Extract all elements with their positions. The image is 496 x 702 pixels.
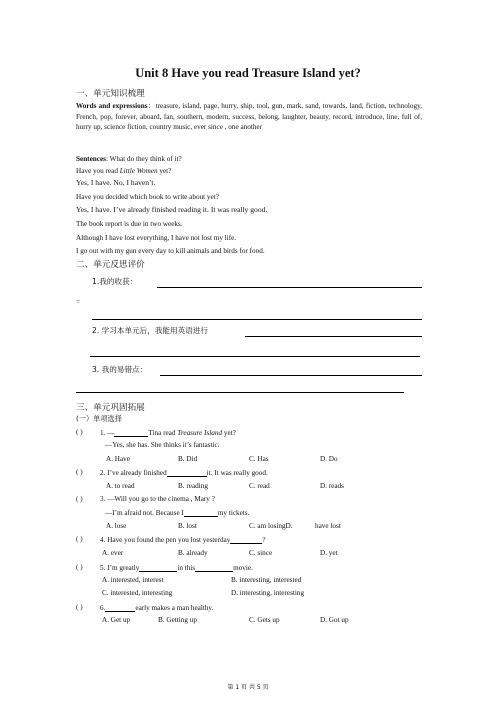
option-b[interactable]: B. already bbox=[178, 549, 208, 557]
answer-blank[interactable] bbox=[105, 603, 135, 612]
option-c[interactable]: C. Has bbox=[249, 455, 269, 463]
question-text: 1. — bbox=[100, 429, 115, 437]
answer-paren[interactable]: ( ) bbox=[76, 603, 83, 611]
question-1 bbox=[100, 428, 236, 437]
subsection-title: (一）单项选择 bbox=[76, 414, 122, 423]
answer-line bbox=[157, 287, 422, 288]
option-d[interactable]: D. Got up bbox=[320, 616, 349, 624]
option-a[interactable]: A. interested, interest bbox=[102, 576, 164, 584]
book-title: Treasure Island bbox=[177, 429, 223, 437]
answer-paren[interactable]: ( ) bbox=[76, 563, 83, 571]
option-c[interactable]: C. read bbox=[249, 482, 270, 490]
option-d[interactable]: D. interesting, interesting bbox=[231, 589, 305, 597]
option-c[interactable]: C. Gets up bbox=[249, 616, 280, 624]
question-text: Tina read bbox=[148, 429, 178, 437]
question-5 bbox=[100, 563, 253, 572]
question-text: my tickets. bbox=[217, 509, 250, 517]
option-d[interactable]: have lost bbox=[315, 522, 341, 530]
option-c[interactable]: C. am losingD. bbox=[249, 522, 293, 530]
question-1-reply: —Yes, she has. She thinks it’s fantastic. bbox=[105, 441, 220, 449]
question-text: in this bbox=[177, 564, 196, 572]
answer-blank[interactable] bbox=[167, 468, 207, 477]
answer-paren[interactable]: ( ) bbox=[76, 495, 83, 503]
reflection-item-2: 2. 学习本单元后，我能用英语进行 bbox=[92, 326, 208, 335]
option-a[interactable]: A. to read bbox=[106, 482, 135, 490]
question-text: —I’m afraid not. Because I bbox=[105, 509, 184, 517]
answer-line bbox=[245, 336, 422, 337]
question-text: 5. I’m greatly bbox=[100, 564, 140, 572]
question-text: movie. bbox=[233, 564, 253, 572]
question-text: early makes a man healthy. bbox=[135, 604, 214, 612]
question-4 bbox=[100, 535, 266, 544]
answer-paren[interactable]: ( ) bbox=[76, 535, 83, 543]
question-2 bbox=[100, 468, 268, 477]
option-b[interactable]: B. interesting, interested bbox=[231, 576, 302, 584]
option-b[interactable]: B. lost bbox=[178, 522, 197, 530]
option-a[interactable]: A. Have bbox=[106, 455, 130, 463]
sentences-line-7: Although I have lost everything, I have not lost my life. bbox=[76, 234, 237, 242]
page-footer: 第 1 页 共 5 页 bbox=[227, 684, 269, 691]
option-b[interactable]: B. reading bbox=[178, 482, 208, 490]
option-d[interactable]: D. Do bbox=[320, 455, 338, 463]
question-text: yet? bbox=[222, 429, 236, 437]
question-text: it. It was really good. bbox=[206, 469, 268, 477]
sentences-label: Sentences bbox=[76, 155, 106, 163]
option-c[interactable]: C. since bbox=[249, 549, 273, 557]
question-3: 3. —Will you go to the cinema , Mary ? bbox=[100, 495, 215, 503]
section-2-heading: 二、单元反思评价 bbox=[76, 260, 145, 270]
answer-line bbox=[92, 319, 422, 320]
option-b[interactable]: B. Did bbox=[178, 455, 198, 463]
sentences-line-4: Have you decided which book to write about yet? bbox=[76, 193, 219, 201]
option-b[interactable]: B. Getting up bbox=[158, 616, 197, 624]
sentences-line-2 bbox=[76, 166, 422, 177]
sentences-line-1 bbox=[76, 154, 422, 165]
option-a[interactable]: A. ever bbox=[102, 549, 124, 557]
reflection-item-1: 1.我的收获： bbox=[92, 277, 138, 286]
sentences-line-6: The book report is due in two weeks. bbox=[76, 220, 183, 228]
words-list: ：treasure, island, page, hurry, ship, tool, gun, mark, sand, towards, land, fiction, technology, French, pop, forever, aboard, fan, southern, modern, success, belong, laughter, beauty, record, introduce, line, full of, hurry up, science fiction, country music, ever since , one another bbox=[76, 102, 422, 132]
sentences-line-8: I go out with my gun every day to kill animals and birds for food. bbox=[76, 247, 265, 255]
section-3-heading: 三、单元巩固拓展 bbox=[76, 403, 145, 413]
sentences-line-3: Yes, I have. No, I haven’t. bbox=[76, 178, 156, 187]
reflection-item-3: 3. 我的易错点： bbox=[92, 365, 148, 374]
section-1-heading: 一、单元知识梳理 bbox=[76, 89, 145, 99]
option-a[interactable]: A. Get up bbox=[102, 616, 131, 624]
answer-blank[interactable] bbox=[195, 563, 233, 572]
question-3-reply bbox=[105, 508, 249, 517]
answer-paren[interactable]: ( ) bbox=[76, 468, 83, 476]
option-c[interactable]: C. interested, interesting bbox=[102, 589, 173, 597]
question-text: 2. I’ve already finished bbox=[100, 469, 167, 477]
answer-line bbox=[160, 375, 422, 376]
question-text: 4. Have you found the pen you lost yesterday bbox=[100, 536, 231, 544]
sentences-line-5: Yes, I have. I’ve already finished reading it. It was really good. bbox=[76, 205, 268, 214]
answer-line bbox=[76, 392, 404, 393]
answer-blank[interactable] bbox=[139, 563, 177, 572]
option-a[interactable]: A. lose bbox=[106, 522, 127, 530]
sentence-text: : What do they think of it? bbox=[105, 155, 182, 163]
question-text: 6. bbox=[100, 604, 106, 612]
option-d[interactable]: D. yet bbox=[320, 549, 338, 557]
words-paragraph bbox=[76, 101, 422, 133]
book-title: Little Women bbox=[119, 167, 158, 175]
answer-blank[interactable] bbox=[230, 535, 262, 544]
equals-mark: = bbox=[76, 298, 81, 306]
question-text: ? bbox=[262, 536, 266, 544]
option-d[interactable]: D. reads bbox=[320, 482, 344, 490]
answer-line bbox=[90, 356, 420, 357]
answer-paren[interactable]: ( ) bbox=[76, 428, 83, 436]
document-title: Unit 8 Have you read Treasure Island yet? bbox=[135, 66, 361, 80]
answer-blank[interactable] bbox=[184, 508, 218, 517]
answer-blank[interactable] bbox=[114, 428, 148, 437]
question-6 bbox=[100, 603, 213, 612]
words-label: Words and expressions bbox=[76, 102, 148, 110]
sentence-text: Have you read bbox=[76, 167, 120, 175]
sentence-text: yet? bbox=[157, 167, 172, 175]
